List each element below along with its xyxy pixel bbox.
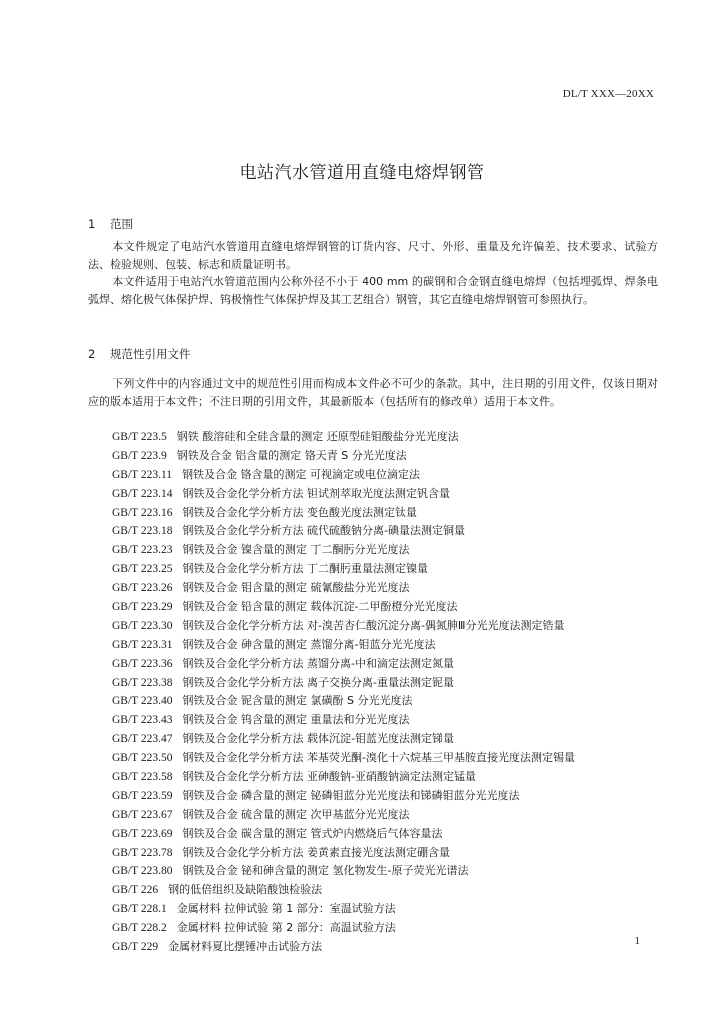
reference-title: 钢的低倍组织及缺陷酸蚀检验法 <box>168 883 323 897</box>
reference-code: GB/T 223.50 <box>112 752 173 765</box>
reference-code: GB/T 223.31 <box>112 638 173 651</box>
reference-item <box>112 711 672 730</box>
reference-title: 钢铁及合金 砷含量的测定 蒸馏分离-钼蓝分光光度法 <box>182 637 436 651</box>
reference-title: 金属材料夏比摆锤冲击试验方法 <box>168 940 323 954</box>
reference-code: GB/T 223.26 <box>112 582 173 595</box>
reference-item <box>112 692 672 711</box>
reference-item <box>112 485 672 504</box>
reference-item <box>112 655 672 674</box>
reference-code: GB/T 228.2 <box>112 922 167 935</box>
reference-title: 钢铁及合金化学分析方法 亚砷酸钠-亚硝酸钠滴定法测定锰量 <box>182 770 476 784</box>
reference-code: GB/T 223.30 <box>112 619 173 632</box>
reference-code: GB/T 223.29 <box>112 601 173 614</box>
reference-item <box>112 768 672 787</box>
reference-item <box>112 862 672 881</box>
reference-item <box>112 541 672 560</box>
reference-code: GB/T 223.11 <box>112 468 173 481</box>
reference-code: GB/T 223.16 <box>112 506 173 519</box>
section-1-paragraph-2: 本文件适用于电站汽水管道范围内公称外径不小于 400 mm 的碳钢和合金钢直缝电熔焊（包括埋弧焊、焊条电弧焊、熔化极气体保护焊、钨极惰性气体保护焊及其工艺组合）钢管，其它直缝电熔焊钢管可参照执行。 <box>88 275 658 306</box>
reference-code: GB/T 223.14 <box>112 487 173 500</box>
reference-title: 钢铁及合金 硫含量的测定 次甲基蓝分光光度法 <box>182 807 410 821</box>
section-title: 范围 <box>110 217 133 231</box>
reference-title: 钢铁及合金 铌含量的测定 氯磺酚 S 分光光度法 <box>182 694 413 708</box>
reference-item <box>112 428 672 447</box>
normative-references-list <box>112 428 672 957</box>
reference-code: GB/T 223.18 <box>112 525 173 538</box>
reference-item <box>112 598 672 617</box>
reference-item <box>112 466 672 485</box>
reference-title: 钢铁及合金化学分析方法 姜黄素直接光度法测定硼含量 <box>182 845 450 859</box>
reference-item <box>112 674 672 693</box>
reference-item <box>112 504 672 523</box>
reference-title: 钢铁及合金化学分析方法 硫代硫酸钠分离-碘量法测定铜量 <box>182 524 465 538</box>
reference-title: 金属材料 拉伸试验 第 1 部分：室温试验方法 <box>176 902 396 916</box>
reference-item <box>112 900 672 919</box>
reference-item <box>112 617 672 636</box>
reference-item <box>112 447 672 466</box>
page-number: 1 <box>634 935 640 947</box>
reference-code: GB/T 223.38 <box>112 676 173 689</box>
reference-item <box>112 522 672 541</box>
reference-item <box>112 749 672 768</box>
reference-title: 钢铁及合金化学分析方法 丁二酮肟重量法测定镍量 <box>182 562 428 576</box>
reference-title: 钢铁及合金 钨含量的测定 重量法和分光光度法 <box>182 713 410 727</box>
reference-title: 钢铁及合金 钼含量的测定 硫氰酸盐分光光度法 <box>182 581 410 595</box>
reference-item <box>112 787 672 806</box>
reference-code: GB/T 223.25 <box>112 563 173 576</box>
reference-code: GB/T 223.59 <box>112 789 173 802</box>
section-1-heading <box>88 216 133 232</box>
reference-item <box>112 938 672 957</box>
section-number: 2 <box>88 347 96 361</box>
reference-code: GB/T 223.23 <box>112 544 173 557</box>
reference-title: 钢铁及合金化学分析方法 苯基荧光酮-溴化十六烷基三甲基胺直接光度法测定锡量 <box>182 751 575 765</box>
reference-title: 钢铁及合金 碳含量的测定 管式炉内燃烧后气体容量法 <box>182 826 443 840</box>
reference-code: GB/T 229 <box>112 941 159 954</box>
reference-code: GB/T 226 <box>112 884 159 897</box>
reference-title: 钢铁及合金化学分析方法 离子交换分离-重量法测定铌量 <box>182 675 454 689</box>
reference-title: 钢铁及合金化学分析方法 钽试剂萃取光度法测定钒含量 <box>182 486 450 500</box>
reference-title: 钢铁及合金化学分析方法 对-溴苦杏仁酸沉淀分离-偶氮胂Ⅲ分光光度法测定锆量 <box>182 618 565 632</box>
reference-title: 钢铁及合金化学分析方法 变色酸光度法测定钛量 <box>182 505 417 519</box>
reference-code: GB/T 223.67 <box>112 808 173 821</box>
section-number: 1 <box>88 217 96 231</box>
reference-title: 钢铁及合金 铬含量的测定 可视滴定或电位滴定法 <box>182 467 421 481</box>
reference-code: GB/T 223.36 <box>112 657 173 670</box>
document-title: 电站汽水管道用直缝电熔焊钢管 <box>239 163 485 183</box>
reference-title: 钢铁 酸溶硅和全硅含量的测定 还原型硅钼酸盐分光光度法 <box>176 430 459 443</box>
reference-item <box>112 730 672 749</box>
reference-title: 钢铁及合金化学分析方法 蒸馏分离-中和滴定法测定氮量 <box>182 656 454 670</box>
section-1-paragraph-1: 本文件规定了电站汽水管道用直缝电熔焊钢管的订货内容、尺寸、外形、重量及允许偏差、技术要求、试验方法、检验规则、包装、标志和质量证明书。 <box>88 240 658 271</box>
section-title: 规范性引用文件 <box>110 347 191 361</box>
reference-item <box>112 825 672 844</box>
reference-code: GB/T 223.58 <box>112 771 173 784</box>
reference-code: GB/T 223.5 <box>112 431 167 443</box>
reference-title: 钢铁及合金 铝含量的测定 铬天青 S 分光光度法 <box>176 448 407 462</box>
reference-code: GB/T 223.9 <box>112 449 167 462</box>
reference-item <box>112 560 672 579</box>
reference-title: 钢铁及合金化学分析方法 载体沉淀-钼蓝光度法测定锑量 <box>182 732 454 746</box>
reference-item <box>112 844 672 863</box>
standard-code: DL/T XXX—20XX <box>562 88 654 100</box>
reference-item <box>112 806 672 825</box>
reference-item <box>112 636 672 655</box>
reference-item <box>112 919 672 938</box>
reference-code: GB/T 223.78 <box>112 846 173 859</box>
reference-item <box>112 579 672 598</box>
section-2-paragraph-1: 下列文件中的内容通过文中的规范性引用而构成本文件必不可少的条款。其中，注日期的引用文件，仅该日期对应的版本适用于本文件；不注日期的引用文件，其最新版本（包括所有的修改单）适用于本文件。 <box>88 377 658 408</box>
reference-code: GB/T 223.80 <box>112 865 173 878</box>
reference-code: GB/T 223.43 <box>112 714 173 727</box>
reference-title: 钢铁及合金 磷含量的测定 铋磷钼蓝分光光度法和锑磷钼蓝分光光度法 <box>182 788 520 802</box>
section-2-heading <box>88 346 191 362</box>
reference-code: GB/T 223.40 <box>112 695 173 708</box>
reference-title: 钢铁及合金 铋和砷含量的测定 氢化物发生-原子荧光光谱法 <box>182 864 469 878</box>
reference-title: 钢铁及合金 铅含量的测定 载体沉淀-二甲酚橙分光光度法 <box>182 600 458 614</box>
reference-title: 钢铁及合金 镍含量的测定 丁二酮肟分光光度法 <box>182 543 410 557</box>
reference-code: GB/T 223.47 <box>112 733 173 746</box>
reference-code: GB/T 223.69 <box>112 827 173 840</box>
reference-item <box>112 881 672 900</box>
reference-code: GB/T 228.1 <box>112 903 167 916</box>
reference-title: 金属材料 拉伸试验 第 2 部分：高温试验方法 <box>176 921 396 935</box>
